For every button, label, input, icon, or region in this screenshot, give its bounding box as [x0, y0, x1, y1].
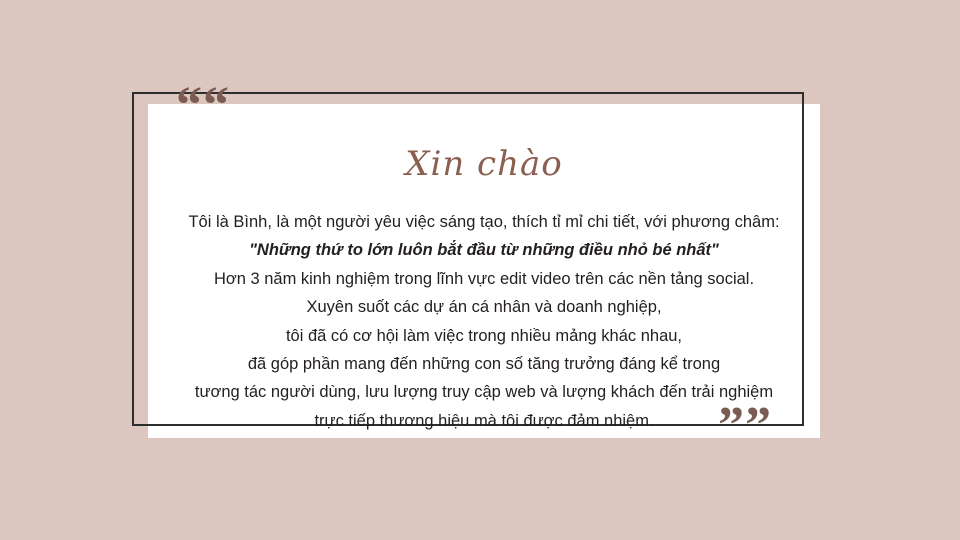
body-text: [182, 208, 786, 435]
quote-open-icon: ““: [176, 77, 230, 134]
body-line-8: trực tiếp thương hiệu mà tôi được đảm nhiệm.: [314, 411, 654, 430]
body-line-1: Tôi là Bình, là một người yêu việc sáng tạo, thích tỉ mỉ chi tiết, với phương châm:: [188, 213, 780, 231]
quote-close-icon: ””: [718, 397, 772, 454]
body-line-3: Hơn 3 năm kinh nghiệm trong lĩnh vực edit video trên các nền tảng social.: [213, 269, 755, 288]
page-title: Xin chào: [405, 144, 563, 184]
content-block: [148, 104, 820, 438]
body-line-motto: "Những thứ to lớn luôn bắt đầu từ những điều nhỏ bé nhất": [249, 241, 719, 260]
body-line-7: tương tác người dùng, lưu lượng truy cập web và lượng khách đến trải nghiệm: [194, 383, 774, 402]
body-line-4: Xuyên suốt các dự án cá nhân và doanh nghiệp,: [306, 298, 662, 317]
body-line-5: tôi đã có cơ hội làm việc trong nhiều mảng khác nhau,: [285, 326, 683, 345]
body-line-6: đã góp phần mang đến những con số tăng trưởng đáng kể trong: [247, 354, 721, 373]
